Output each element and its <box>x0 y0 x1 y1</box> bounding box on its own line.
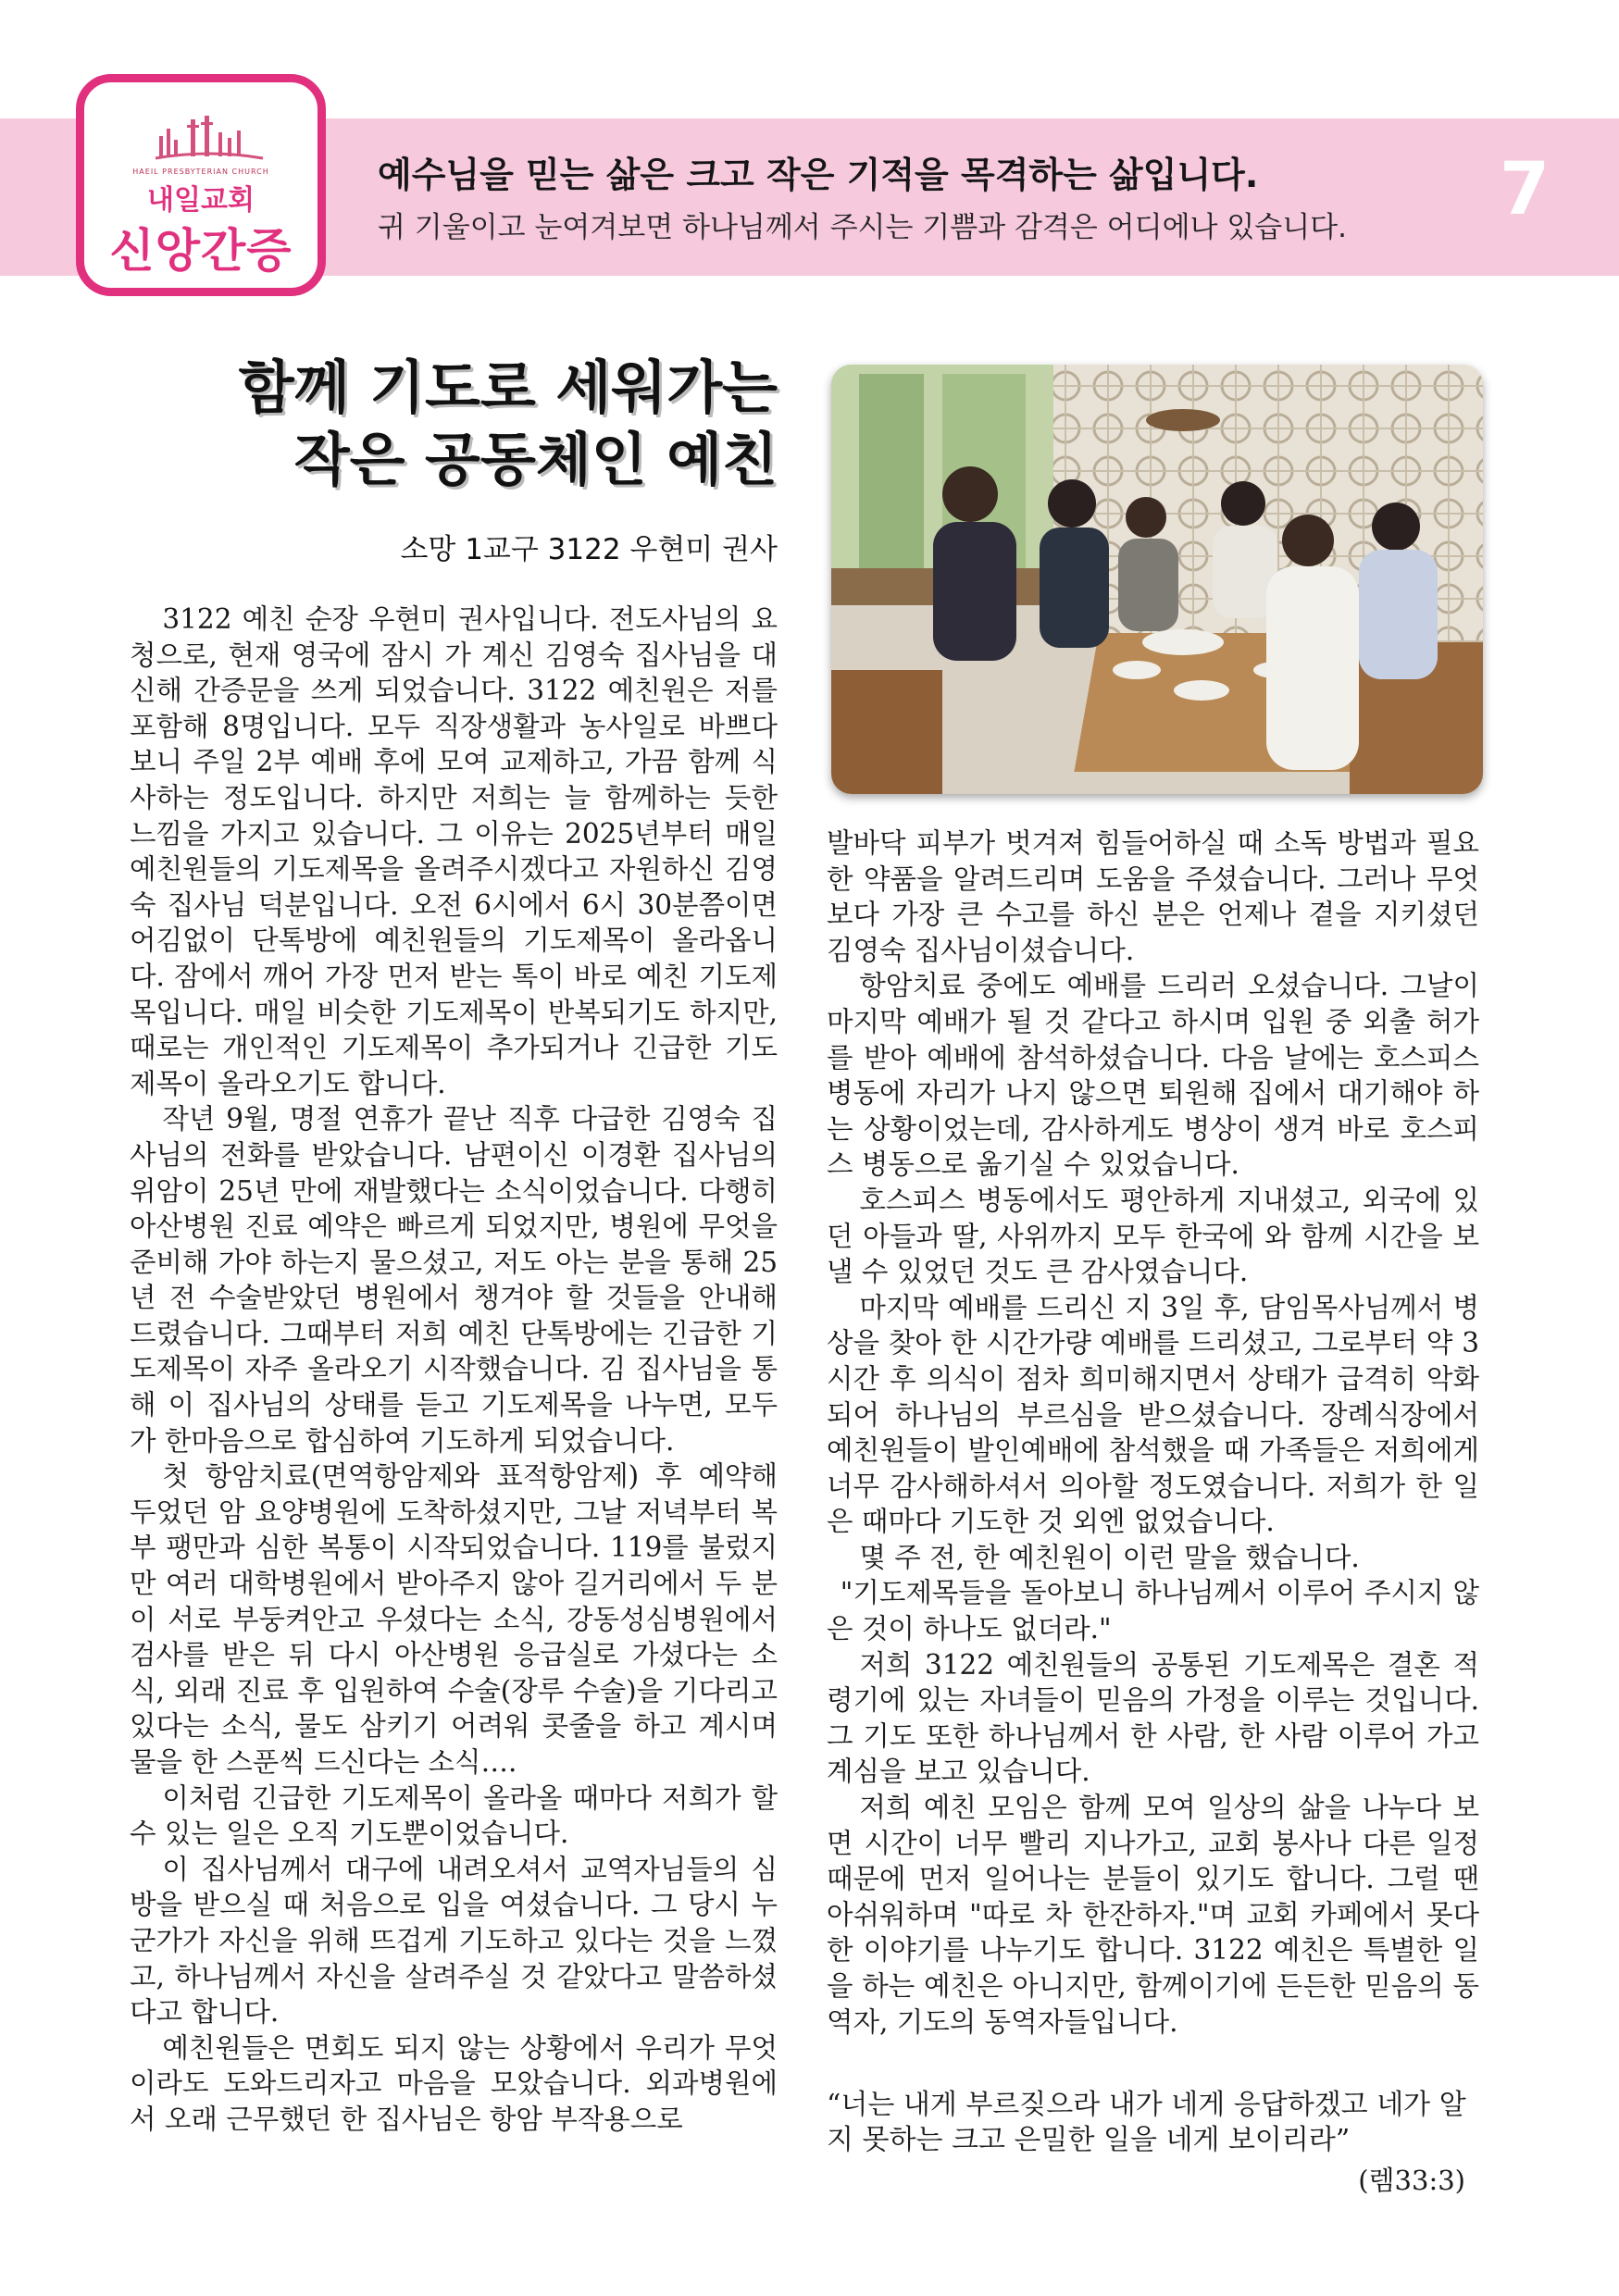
paragraph: 이 집사님께서 대구에 내려오셔서 교역자님들의 심방을 받으실 때 처음으로 입을 여셨습니다. 그 당시 누군가가 자신을 위해 뜨겁게 기도하고 있다는 것을 느꼈고, 하나님께서 자신을 살려주실 것 같았다고 말씀하셨다고 합니다. <box>130 1853 778 2029</box>
title-line-1: 함께 기도로 세워가는 <box>238 354 778 421</box>
paragraph: 항암치료 중에도 예배를 드리러 오셨습니다. 그날이 마지막 예배가 될 것 같다고 하시며 입원 중 외출 허가를 받아 예배에 참석하셨습니다. 다음 날에는 호스피스 병동에 자리가 나지 않으면 퇴원해 집에서 대기해야 하는 상황이었는데, 감사하게도 병상이 생겨 바로 호스피스 병동으로 옮기실 수 있었습니다. <box>827 970 1479 1181</box>
header-subline: 귀 기울이고 눈여겨보면 하나님께서 주시는 기쁨과 감격은 어디에나 있습니다. <box>378 211 1347 244</box>
header-headline: 예수님을 믿는 삶은 크고 작은 기적을 목격하는 삶입니다. <box>378 155 1259 195</box>
article-column-left <box>130 602 778 2138</box>
article-title <box>130 352 778 496</box>
logo-subtext: HAEIL PRESBYTERIAN CHURCH <box>132 168 269 176</box>
page-number: 7 <box>1500 148 1551 231</box>
paragraph: 예친원들은 면회도 되지 않는 상황에서 우리가 무엇이라도 도와드리자고 마음을 모았습니다. 외과병원에서 오래 근무했던 한 집사님은 항암 부작용으로 <box>130 2031 778 2135</box>
title-line-2: 작은 공동체인 예친 <box>293 426 778 493</box>
paragraph: 저희 3122 예친원들의 공통된 기도제목은 결혼 적령기에 있는 자녀들이 믿음의 가정을 이루는 것입니다. 그 기도 또한 하나님께서 한 사람, 한 사람 이루어 가고 계심을 보고 있습니다. <box>827 1648 1479 1788</box>
group-photo <box>831 365 1483 794</box>
paragraph: 이처럼 긴급한 기도제목이 올라올 때마다 저희가 할 수 있는 일은 오직 기도뿐이었습니다. <box>130 1781 778 1850</box>
article-byline: 소망 1교구 3122 우현미 권사 <box>400 533 778 566</box>
church-name: 내일교회 <box>147 184 255 217</box>
paragraph: 마지막 예배를 드리신 지 3일 후, 담임목사님께서 병상을 찾아 한 시간가량 예배를 드리셨고, 그로부터 약 3시간 후 의식이 점차 희미해지면서 상태가 급격히 악화되어 하나님의 부르심을 받으셨습니다. 장례식장에서 예친원들이 발인예배에 참석했을 때 가족들은 저희에게 너무 감사해하셔서 의아할 정도였습니다. 저희가 한 일은 때마다 기도한 것 외엔 없었습니다. <box>827 1291 1479 1538</box>
paragraph: "기도제목들을 돌아보니 하나님께서 이루어 주시지 않은 것이 하나도 없더라." <box>827 1577 1479 1645</box>
paragraph: 3122 예친 순장 우현미 권사입니다. 전도사님의 요청으로, 현재 영국에 잠시 가 계신 김영숙 집사님을 대신해 간증문을 쓰게 되었습니다. 3122 예친원은 저를 포함해 8명입니다. 모두 직장생활과 농사일로 바쁘다 보니 주일 2부 예배 후에 모여 교제하고, 가끔 함께 식사하는 정도입니다. 하지만 저희는 늘 함께하는 듯한 느낌을 가지고 있습니다. 그 이유는 2025년부터 매일 예친원들의 기도제목을 올려주시겠다고 자원하신 김영숙 집사님 덕분입니다. 오전 6시에서 6시 30분쯤이면 어김없이 단톡방에 예친원들의 기도제목이 올라옵니다. 잠에서 깨어 가장 먼저 받는 톡이 바로 예친 기도제목입니다. 매일 비슷한 기도제목이 반복되기도 하지만, 때로는 개인적인 기도제목이 추가되거나 긴급한 기도제목이 올라오기도 합니다. <box>130 603 778 1099</box>
article-column-right <box>827 825 1479 2040</box>
scripture-reference: (렘33:3) <box>1358 2165 1465 2196</box>
paragraph: 저희 예친 모임은 함께 모여 일상의 삶을 나누다 보면 시간이 너무 빨리 지나가고, 교회 봉사나 다른 일정 때문에 먼저 일어나는 분들이 있기도 합니다. 그럴 땐 아쉬워하며 "따로 차 한잔하자."며 교회 카페에서 못다 한 이야기를 나누기도 합니다. 3122 예친은 특별한 일을 하는 예친은 아니지만, 함께이기에 든든한 믿음의 동역자, 기도의 동역자들입니다. <box>827 1792 1479 2038</box>
scripture-quote: “너는 내게 부르짖으라 내가 네게 응답하겠고 네가 알지 못하는 크고 은밀한 일을 네게 보이리라” <box>827 2089 1466 2156</box>
section-title: 신앙간증 <box>109 224 293 278</box>
paragraph: 발바닥 피부가 벗겨져 힘들어하실 때 소독 방법과 필요한 약품을 알려드리며 도움을 주셨습니다. 그러나 무엇보다 가장 큰 수고를 하신 분은 언제나 곁을 지키셨던 김영숙 집사님이셨습니다. <box>827 827 1479 966</box>
section-logo <box>76 74 326 296</box>
church-skyline-icon <box>154 108 265 164</box>
paragraph: 작년 9월, 명절 연휴가 끝난 직후 다급한 김영숙 집사님의 전화를 받았습니다. 남편이신 이경환 집사님의 위암이 25년 만에 재발했다는 소식이었습니다. 다행히 아산병원 진료 예약은 빠르게 되었지만, 병원에 무엇을 준비해 가야 하는지 물으셨고, 저도 아는 분을 통해 25년 전 수술받았던 병원에서 챙겨야 할 것들을 안내해 드렸습니다. 그때부터 저희 예친 단톡방에는 긴급한 기도제목이 자주 올라오기 시작했습니다. 김 집사님을 통해 이 집사님의 상태를 듣고 기도제목을 나누면, 모두가 한마음으로 합심하여 기도하게 되었습니다. <box>130 1103 778 1457</box>
paragraph: 몇 주 전, 한 예친원이 이런 말을 했습니다. <box>859 1541 1360 1573</box>
paragraph: 호스피스 병동에서도 평안하게 지내셨고, 외국에 있던 아들과 딸, 사위까지 모두 한국에 와 함께 시간을 보낼 수 있었던 것도 큰 감사였습니다. <box>827 1184 1479 1288</box>
paragraph: 첫 항암치료(면역항암제와 표적항암제) 후 예약해 두었던 암 요양병원에 도착하셨지만, 그날 저녁부터 복부 팽만과 심한 복통이 시작되었습니다. 119를 불렀지만 여러 대학병원에서 받아주지 않아 길거리에서 두 분이 서로 부둥켜안고 우셨다는 소식, 강동성심병원에서 검사를 받은 뒤 다시 아산병원 응급실로 가셨다는 소식, 외래 진료 후 입원하여 수술(장루 수술)을 기다리고 있다는 소식, 물도 삼키기 어려워 콧줄을 하고 계시며 물을 한 스푼씩 드신다는 소식…. <box>130 1460 778 1778</box>
